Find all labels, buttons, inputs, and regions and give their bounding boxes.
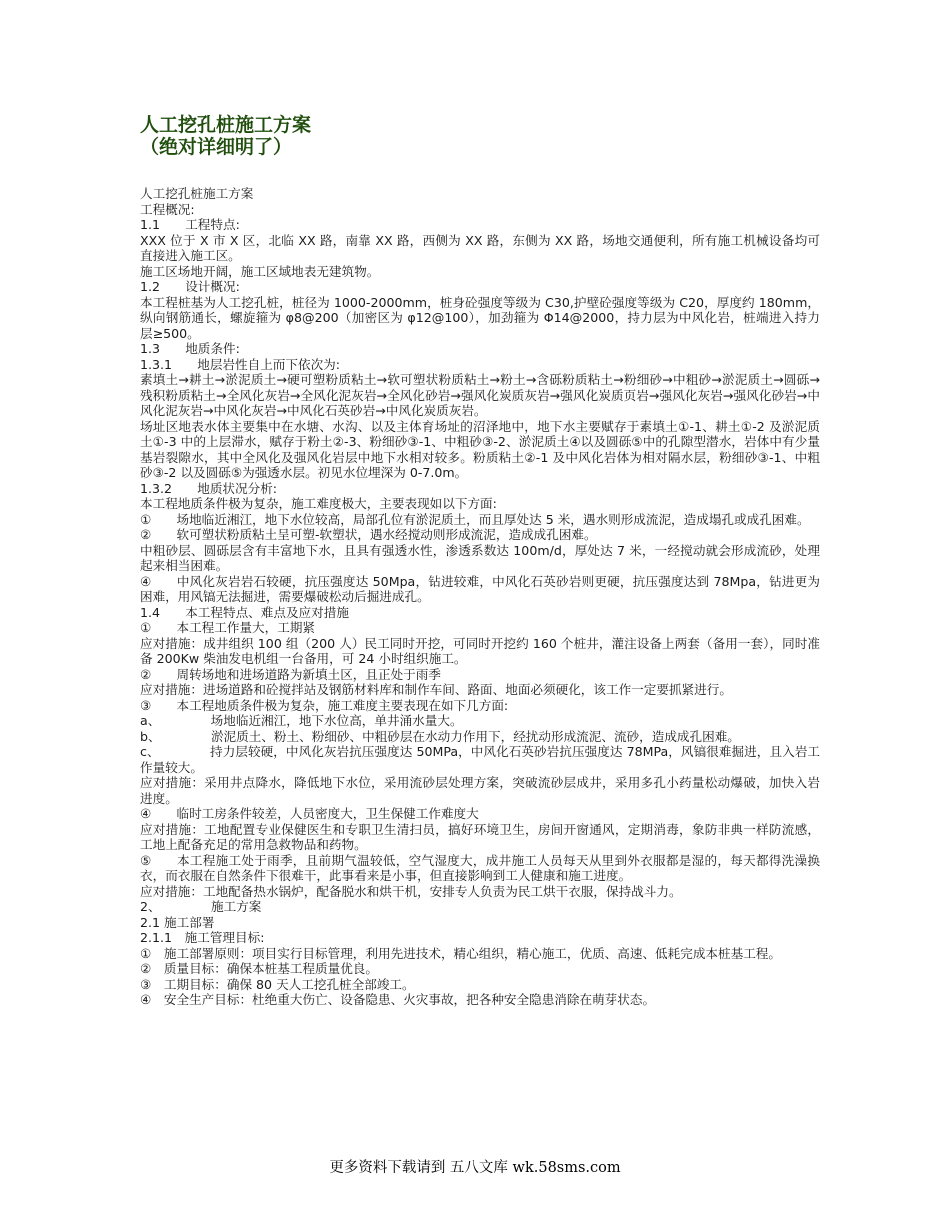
paragraph: 施工区场地开阔，施工区域地表无建筑物。 bbox=[140, 263, 380, 279]
paragraph: ① 本工程工作量大，工期紧 bbox=[140, 620, 316, 635]
paragraph: ① 施工部署原则：项目实行目标管理，利用先进技术，精心组织，精心施工，优质、高速、低耗完成本桩基工程。 bbox=[140, 945, 781, 961]
paragraph: 1.3.2 地质状况分析: bbox=[140, 480, 278, 496]
paragraph: ② 质量目标：确保本桩基工程质量优良。 bbox=[140, 961, 378, 976]
paragraph: 应对措施：成井组织 100 组（200 人）民工同时开挖，可同时开挖约 160 个桩井，灌注设备上两套（备用一套），同时准备 200Kw 柴油发电机组一台备用，可 24 小时组织施工。 bbox=[140, 635, 820, 666]
paragraph: 应对措施：采用井点降水，降低地下水位，采用流砂层处理方案，突破流砂层成井，采用多孔小药量松动爆破，加快入岩进度。 bbox=[140, 775, 820, 806]
paragraph: a、 场地临近湘江，地下水位高，单井涌水量大。 bbox=[140, 713, 463, 728]
document-body bbox=[140, 186, 820, 1008]
paragraph: 2.1 施工部署 bbox=[140, 914, 215, 930]
paragraph: ④ 临时工房条件较差，人员密度大，卫生保健工作难度大 bbox=[140, 806, 479, 821]
paragraph: 工程概况: bbox=[140, 201, 195, 217]
paragraph: ③ 本工程地质条件极为复杂，施工难度主要表现在如下几方面: bbox=[140, 697, 509, 713]
paragraph: 2.1.1 施工管理目标: bbox=[140, 930, 265, 945]
paragraph: XXX 位于 X 市 X 区，北临 XX 路，南靠 XX 路，西侧为 XX 路，东侧为 XX 路，场地交通便利，所有施工机械设备均可直接进入施工区。 bbox=[140, 232, 820, 263]
paragraph: b、 淤泥质土、粉土、粉细砂、中粗砂层在水动力作用下，经扰动形成流泥、流砂，造成成孔困难。 bbox=[140, 728, 740, 744]
paragraph: 本工程桩基为人工挖孔桩，桩径为 1000-2000mm，桩身砼强度等级为 C30,护壁砼强度等级为 C20，厚度约 180mm，纵向钢筋通长，螺旋箍为 φ8@200（加密区为 φ12@100），加劲箍为 Φ14@2000，持力层为中风化岩，桩端进入持力层≥500。 bbox=[140, 294, 820, 341]
paragraph: 1.4 本工程特点、难点及应对措施 bbox=[140, 604, 349, 620]
paragraph: 应对措施：工地配置专业保健医生和专职卫生清扫员，搞好环境卫生，房间开窗通风，定期消毒，象防非典一样防流感，工地上配备充足的常用急救物品和药物。 bbox=[140, 821, 820, 852]
paragraph: 人工挖孔桩施工方案 bbox=[140, 186, 254, 201]
paragraph: ④ 中风化灰岩岩石较硬，抗压强度达 50Mpa，钻进较难，中风化石英砂岩则更硬，抗压强度达到 78Mpa，钻进更为困难，用风镐无法掘进，需要爆破松动后掘进成孔。 bbox=[140, 573, 820, 604]
paragraph: 场址区地表水体主要集中在水塘、水沟、以及主体育场址的沼泽地中，地下水主要赋存于素填土①-1、耕土①-2 及淤泥质土①-3 中的上层滞水，赋存于粉土②-3、粉细砂③-1、中粗砂③-2、淤泥质土④以及圆砾⑤中的孔隙型潜水，岩体中有少量基岩裂隙水，其中全风化及强风化岩层中地下水相对较多。粉质粘土②-1 及中风化岩体为相对隔水层，粉细砂③-1、中粗砂③-2 以及圆砾⑤为强透水层。初见水位埋深为 0-7.0m。 bbox=[140, 418, 820, 480]
paragraph: 1.2 设计概况: bbox=[140, 279, 240, 294]
paragraph: 1.3 地质条件: bbox=[140, 341, 240, 356]
paragraph: 本工程地质条件极为复杂，施工难度极大，主要表现如以下方面: bbox=[140, 496, 497, 511]
paragraph: ③ 工期目标：确保 80 天人工挖孔桩全部竣工。 bbox=[140, 976, 415, 992]
paragraph: ① 场地临近湘江，地下水位较高，局部孔位有淤泥质土，而且厚处达 5 米，遇水则形成流泥，造成塌孔或成孔困难。 bbox=[140, 511, 810, 527]
paragraph: 应对措施：工地配备热水锅炉，配备脱水和烘干机，安排专人负责为民工烘干衣服，保持战斗力。 bbox=[140, 883, 682, 899]
document-subtitle: （绝对详细明了） bbox=[140, 136, 293, 158]
document-title: 人工挖孔桩施工方案 bbox=[140, 114, 312, 136]
paragraph: 2、 施工方案 bbox=[140, 899, 262, 914]
paragraph: ④ 安全生产目标：杜绝重大伤亡、设备隐患、火灾事故，把各种安全隐患消除在萌芽状态。 bbox=[140, 992, 656, 1007]
paragraph: ⑤ 本工程施工处于雨季，且前期气温较低，空气湿度大，成井施工人员每天从里到外衣服都是湿的，每天都得洗澡换衣，而衣服在自然条件下很难干，此事看来是小事，但直接影响到工人健康和施工进度。 bbox=[140, 852, 820, 883]
paragraph: 中粗砂层、圆砾层含有丰富地下水，且具有强透水性，渗透系数达 100m/d，厚处达 7 米，一经搅动就会形成流砂，处理起来相当困难。 bbox=[140, 542, 820, 573]
paragraph: 应对措施：进场道路和砼搅拌站及钢筋材料库和制作车间、路面、地面必须硬化，该工作一定要抓紧进行。 bbox=[140, 682, 732, 697]
paragraph: c、 持力层较硬，中风化灰岩抗压强度达 50MPa，中风化石英砂岩抗压强度达 78MPa，风镐很难掘进，且入岩工作量较大。 bbox=[140, 744, 820, 775]
paragraph: 1.3.1 地层岩性自上而下依次为: bbox=[140, 356, 341, 372]
footer-link[interactable]: 更多资料下载请到 五八文库 wk.58sms.com bbox=[329, 1160, 621, 1176]
document-page bbox=[140, 114, 820, 1008]
paragraph: ② 软可塑状粉质粘土呈可塑-软塑状，遇水经搅动则形成流泥，造成成孔困难。 bbox=[140, 527, 597, 542]
paragraph: 素填土→耕土→淤泥质土→硬可塑粉质粘土→软可塑状粉质粘土→粉土→含砾粉质粘土→粉细砂→中粗砂→淤泥质土→圆砾→残积粉质粘土→全风化灰岩→全风化泥灰岩→全风化砂岩→强风化炭质灰岩→强风化炭质页岩→强风化灰岩→强风化砂岩→中风化泥灰岩→中风化灰岩→中风化石英砂岩→中风化炭质灰岩。 bbox=[140, 372, 820, 418]
paragraph: ② 周转场地和进场道路为新填土区，且正处于雨季 bbox=[140, 666, 441, 682]
paragraph: 1.1 工程特点: bbox=[140, 217, 240, 232]
